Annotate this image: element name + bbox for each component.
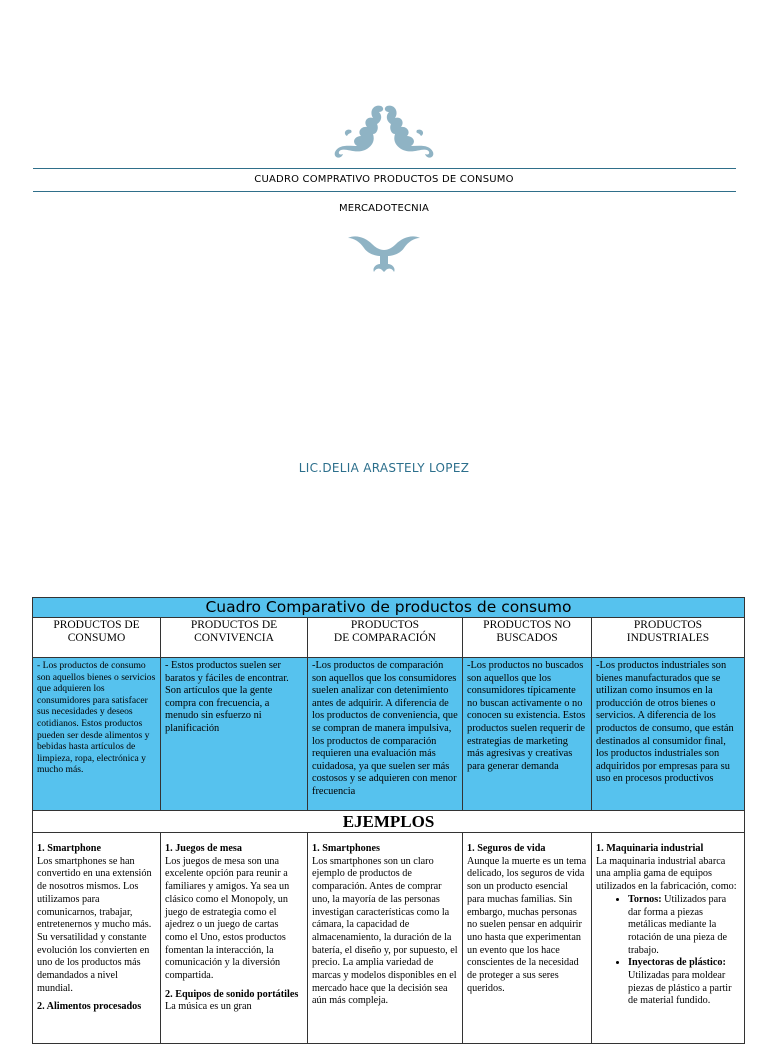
example-title: 2. Alimentos procesados bbox=[37, 1001, 142, 1013]
examples-convivencia bbox=[161, 833, 308, 1044]
examples-comparacion bbox=[308, 833, 463, 1044]
table-title: Cuadro Comparativo de productos de consumo bbox=[33, 598, 745, 618]
example-title: 1. Maquinaria industrial bbox=[596, 843, 704, 854]
description-convivencia: - Estos productos suelen ser baratos y fáciles de encontrar. Son artículos que la gente compra con frecuencia, a menudo sin esfuerzo ni planificación bbox=[161, 658, 308, 811]
example-title: 1. Smartphone bbox=[37, 843, 101, 854]
example-title: 2. Equipos de sonido portátiles bbox=[165, 988, 299, 1000]
fleur-ornament-icon bbox=[0, 234, 768, 274]
description-comparacion: -Los productos de comparación son aquellos que los consumidores suelen analizar con detenimiento antes de adquirir. A diferencia de los productos de conveniencia, que se compran de manera impulsiva, los productos de comparación requieren una evaluación más cuidadosa, ya que suelen ser más costosos y se adquieren con menor frecuencia bbox=[308, 658, 463, 811]
table-title-row bbox=[33, 598, 745, 618]
examples-heading-row bbox=[33, 811, 745, 833]
examples-heading: EJEMPLOS bbox=[33, 811, 745, 833]
examples-consumo bbox=[33, 833, 161, 1044]
example-body: Los smartphones se han convertido en una extensión de nosotros mismos. Los utilizamos para comunicarnos, trabajar, entretenernos y mucho más. Su versatilidad y constante evolución los convierten en uno de los productos más demandados a nivel mundial. bbox=[37, 855, 152, 994]
top-rule bbox=[33, 168, 736, 169]
examples-row bbox=[33, 833, 745, 1044]
middle-rule bbox=[33, 191, 736, 192]
header-productos-convivencia: PRODUCTOS DE CONVIVENCIA bbox=[161, 618, 308, 658]
subject-name: MERCADOTECNIA bbox=[338, 203, 430, 214]
comparison-table bbox=[32, 597, 745, 1044]
example-body: Aunque la muerte es un tema delicado, los seguros de vida son un producto esencial para muchas familias. Sin embargo, muchas personas no suelen pensar en adquirir uno hasta que experimentan un evento que los hace conscientes de la necesidad de proteger a sus seres queridos. bbox=[467, 855, 587, 994]
example-title: 1. Smartphones bbox=[312, 843, 380, 854]
examples-industriales bbox=[592, 833, 745, 1044]
header-productos-no-buscados: PRODUCTOS NO BUSCADOS bbox=[463, 618, 592, 658]
example-body: La maquinaria industrial abarca una amplia gama de equipos utilizados en la fabricación, como: bbox=[596, 855, 737, 893]
list-item: • Tornos: Utilizados para dar forma a piezas metálicas mediante la rotación de una pieza de trabajo. bbox=[628, 894, 740, 958]
author-name: LIC.DELIA ARASTELY LOPEZ bbox=[298, 461, 470, 475]
floral-scroll-icon bbox=[0, 100, 768, 162]
list-item: • Inyectoras de plástico: Utilizadas para moldear piezas de plástico a partir de material fundido. bbox=[628, 957, 740, 1008]
description-no-buscados: -Los productos no buscados son aquellos que los consumidores típicamente no buscan activamente o no conocen su existencia. Estos productos suelen requerir de estrategias de marketing más agresivas y creativas para generar demanda bbox=[463, 658, 592, 811]
description-consumo: - Los productos de consumo son aquellos bienes o servicios que adquieren los consumidores para satisfacer sus necesidades y deseos cotidianos. Estos productos pueden ser desde alimentos y bebidas hasta artículos de limpieza, ropa, electrónica y mucho más. bbox=[33, 658, 161, 811]
document-title: CUADRO COMPRATIVO PRODUCTOS DE CONSUMO bbox=[254, 174, 514, 185]
examples-no-buscados bbox=[463, 833, 592, 1044]
example-body: La música es un gran bbox=[165, 1001, 252, 1013]
header-productos-comparacion: PRODUCTOS DE COMPARACIÓN bbox=[308, 618, 463, 658]
example-body: Los juegos de mesa son una excelente opción para reunir a familiares y amigos. Ya sea un clásico como el Monopoly, un juego de estrategia como el ajedrez o un juego de cartas como el Uno, estos productos fomentan la interacción, la comunicación y la diversión compartida. bbox=[165, 855, 290, 982]
description-industriales: -Los productos industriales son bienes manufacturados que se utilizan como insumos en la producción de otros bienes o servicios. A diferencia de los productos de consumo, que están destinados al consumidor final, los productos industriales son adquiridos por empresas para su uso en procesos productivos bbox=[592, 658, 745, 811]
example-body: Los smartphones son un claro ejemplo de productos de comparación. Antes de comprar uno, la mayoría de las personas investigan características como la cámara, la capacidad de almacenamiento, la duración de la batería, el diseño y, por supuesto, el precio. La amplia variedad de marcas y modelos disponibles en el mercado hace que la decisión sea aún más compleja. bbox=[312, 855, 458, 1007]
example-title: 1. Juegos de mesa bbox=[165, 843, 242, 854]
table-header-row bbox=[33, 618, 745, 658]
table-description-row bbox=[33, 658, 745, 811]
machinery-list bbox=[596, 894, 740, 1008]
header-productos-industriales: PRODUCTOS INDUSTRIALES bbox=[592, 618, 745, 658]
header-productos-consumo: PRODUCTOS DE CONSUMO bbox=[33, 618, 161, 658]
example-title: 1. Seguros de vida bbox=[467, 843, 546, 854]
